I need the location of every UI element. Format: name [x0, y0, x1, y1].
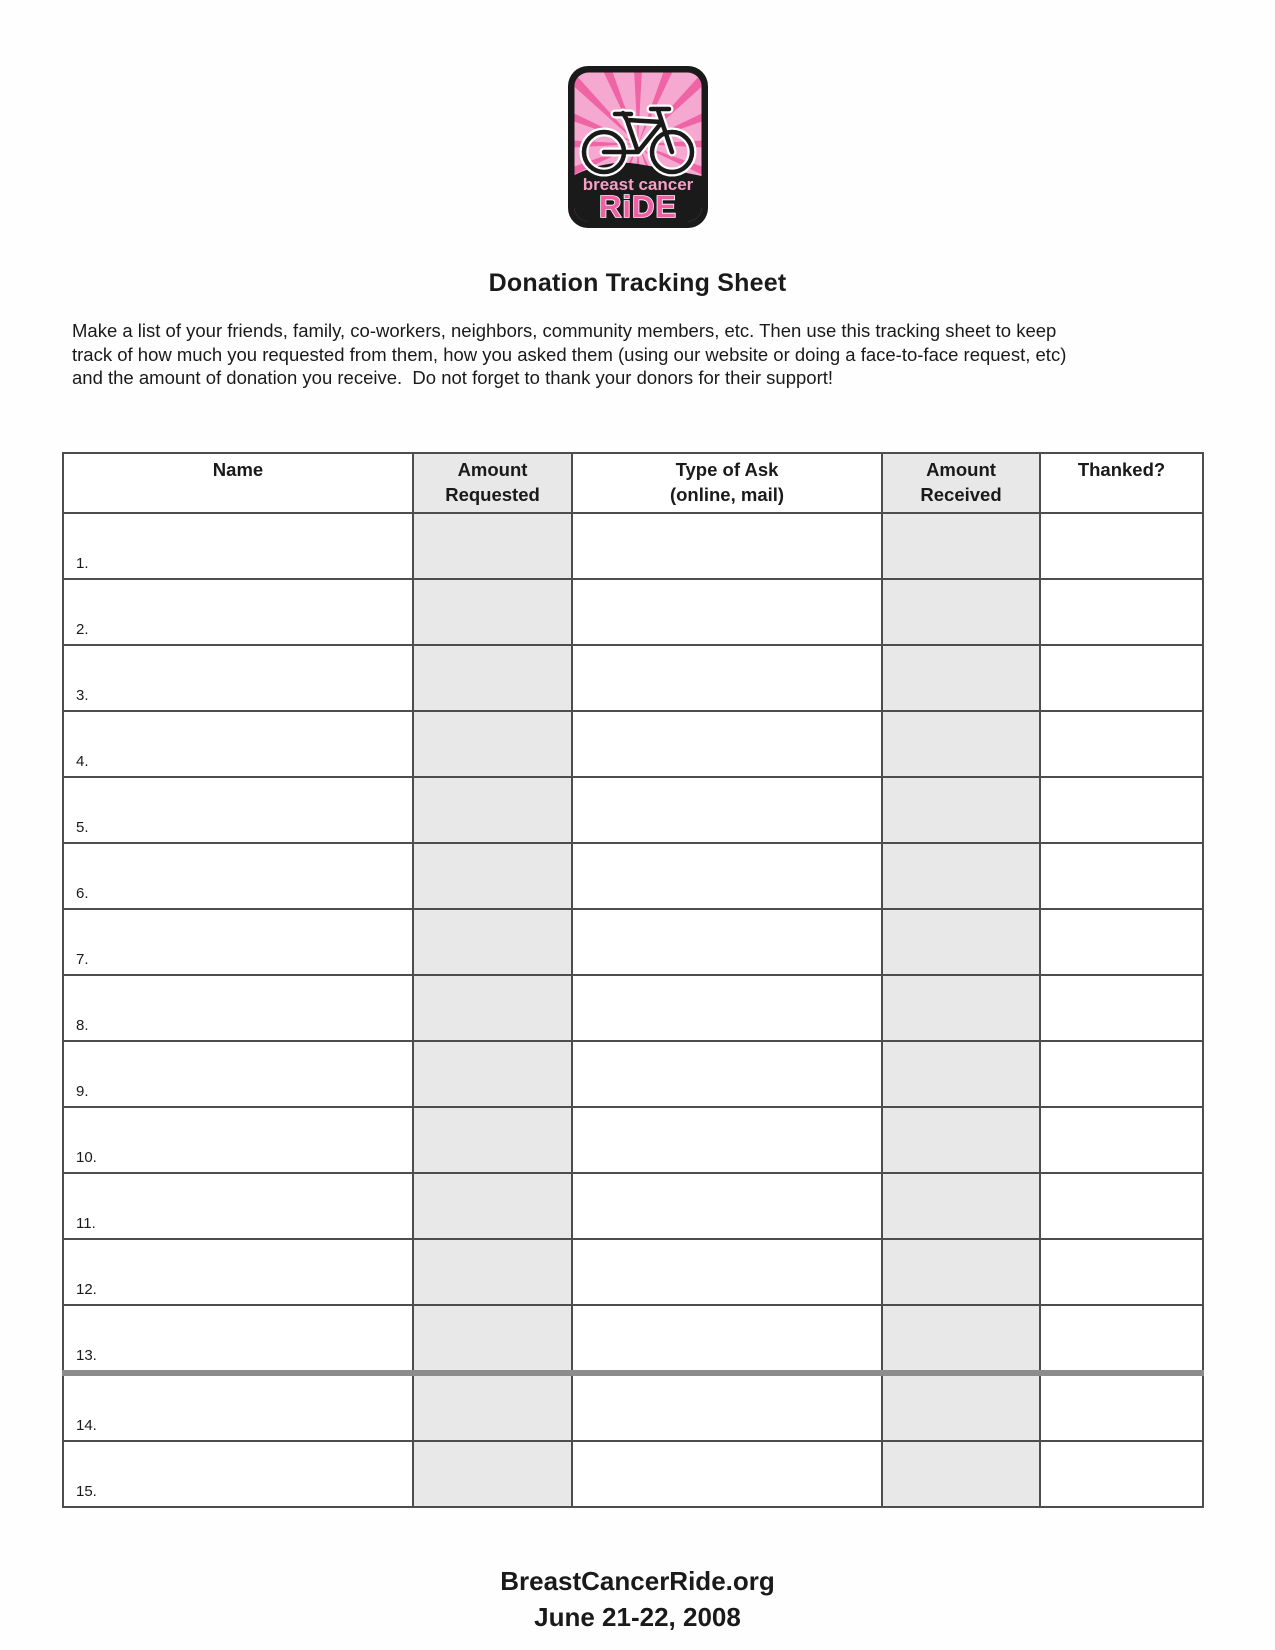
table-row — [63, 1373, 1203, 1441]
type-of-ask-cell — [572, 513, 882, 579]
donation-tracking-table — [62, 452, 1204, 1508]
row-number-cell: 12. — [63, 1239, 413, 1305]
row-number-cell: 15. — [63, 1441, 413, 1507]
thanked-cell — [1040, 777, 1203, 843]
amount-received-cell — [882, 579, 1040, 645]
amount-received-cell — [882, 975, 1040, 1041]
table-row — [63, 975, 1203, 1041]
type-of-ask-cell — [572, 843, 882, 909]
table-row — [63, 909, 1203, 975]
header-line: (online, mail) — [669, 483, 785, 505]
amount-requested-cell — [413, 513, 572, 579]
intro-line: and the amount of donation you receive. Do not forget to thank your donors for their support! — [72, 367, 834, 389]
table-row — [63, 1107, 1203, 1173]
table-row — [63, 513, 1203, 579]
breast-cancer-ride-logo — [568, 66, 708, 228]
header-thanked-label: Thanked? — [1077, 458, 1166, 480]
footer-website: BreastCancerRide.org — [500, 1565, 775, 1596]
header-line: Requested — [445, 483, 540, 505]
row-number-cell: 6. — [63, 843, 413, 909]
table-row — [63, 1305, 1203, 1373]
thanked-cell — [1040, 711, 1203, 777]
amount-received-cell — [882, 645, 1040, 711]
page-footer — [0, 1563, 1275, 1635]
table-header — [63, 453, 1203, 513]
thanked-cell — [1040, 1373, 1203, 1441]
table-row — [63, 711, 1203, 777]
amount-received-cell — [882, 1239, 1040, 1305]
amount-requested-cell — [413, 1239, 572, 1305]
row-number-cell: 5. — [63, 777, 413, 843]
row-number-cell: 10. — [63, 1107, 413, 1173]
header-line: Amount — [457, 458, 528, 480]
amount-requested-cell — [413, 843, 572, 909]
thanked-cell — [1040, 975, 1203, 1041]
amount-requested-cell — [413, 909, 572, 975]
type-of-ask-cell — [572, 1373, 882, 1441]
table-row — [63, 1239, 1203, 1305]
footer-date: June 21-22, 2008 — [534, 1601, 741, 1632]
header-amount-received — [882, 453, 1040, 513]
row-number-cell: 14. — [63, 1373, 413, 1441]
type-of-ask-cell — [572, 1441, 882, 1507]
amount-received-cell — [882, 909, 1040, 975]
row-number-cell: 2. — [63, 579, 413, 645]
table-row — [63, 579, 1203, 645]
table-row — [63, 1041, 1203, 1107]
row-number-cell: 11. — [63, 1173, 413, 1239]
amount-requested-cell — [413, 1107, 572, 1173]
logo-container — [0, 0, 1275, 233]
table-row — [63, 843, 1203, 909]
intro-paragraph — [72, 319, 1275, 390]
amount-requested-cell — [413, 975, 572, 1041]
type-of-ask-cell — [572, 909, 882, 975]
row-number-cell: 4. — [63, 711, 413, 777]
amount-received-cell — [882, 711, 1040, 777]
thanked-cell — [1040, 1041, 1203, 1107]
type-of-ask-cell — [572, 975, 882, 1041]
thanked-cell — [1040, 1173, 1203, 1239]
header-amount-requested — [413, 453, 572, 513]
page-title: Donation Tracking Sheet — [488, 269, 787, 297]
amount-received-cell — [882, 513, 1040, 579]
type-of-ask-cell — [572, 1041, 882, 1107]
amount-requested-cell — [413, 579, 572, 645]
amount-received-cell — [882, 1041, 1040, 1107]
logo-text-line1: breast cancer — [582, 175, 693, 194]
amount-received-cell — [882, 1373, 1040, 1441]
type-of-ask-cell — [572, 1173, 882, 1239]
table-row — [63, 1173, 1203, 1239]
thanked-cell — [1040, 579, 1203, 645]
amount-requested-cell — [413, 1305, 572, 1373]
amount-requested-cell — [413, 711, 572, 777]
amount-requested-cell — [413, 1373, 572, 1441]
amount-received-cell — [882, 1107, 1040, 1173]
header-name-label: Name — [212, 458, 264, 480]
type-of-ask-cell — [572, 777, 882, 843]
thanked-cell — [1040, 1441, 1203, 1507]
table-row — [63, 1441, 1203, 1507]
table-row — [63, 777, 1203, 843]
type-of-ask-cell — [572, 1107, 882, 1173]
thanked-cell — [1040, 513, 1203, 579]
amount-received-cell — [882, 1173, 1040, 1239]
amount-received-cell — [882, 1305, 1040, 1373]
row-number-cell: 3. — [63, 645, 413, 711]
row-number-cell: 9. — [63, 1041, 413, 1107]
intro-line: track of how much you requested from them, how you asked them (using our website or doing a face-to-face request, etc) — [72, 343, 1067, 365]
thanked-cell — [1040, 1239, 1203, 1305]
table-body — [63, 513, 1203, 1507]
thanked-cell — [1040, 843, 1203, 909]
amount-received-cell — [882, 777, 1040, 843]
logo-text-line2: RiDE — [598, 189, 677, 224]
type-of-ask-cell — [572, 645, 882, 711]
amount-requested-cell — [413, 1173, 572, 1239]
thanked-cell — [1040, 1305, 1203, 1373]
type-of-ask-cell — [572, 579, 882, 645]
row-number-cell: 1. — [63, 513, 413, 579]
amount-received-cell — [882, 1441, 1040, 1507]
header-line: Type of Ask — [675, 458, 779, 480]
row-number-cell: 7. — [63, 909, 413, 975]
type-of-ask-cell — [572, 1305, 882, 1373]
amount-received-cell — [882, 843, 1040, 909]
type-of-ask-cell — [572, 711, 882, 777]
row-number-cell: 13. — [63, 1305, 413, 1373]
header-line: Received — [920, 483, 1002, 505]
thanked-cell — [1040, 645, 1203, 711]
amount-requested-cell — [413, 645, 572, 711]
header-name — [63, 453, 413, 513]
amount-requested-cell — [413, 1041, 572, 1107]
table-row — [63, 645, 1203, 711]
intro-line: Make a list of your friends, family, co-workers, neighbors, community members, etc. Then use this tracking sheet to keep — [72, 320, 1057, 341]
amount-requested-cell — [413, 777, 572, 843]
thanked-cell — [1040, 909, 1203, 975]
row-number-cell: 8. — [63, 975, 413, 1041]
thanked-cell — [1040, 1107, 1203, 1173]
amount-requested-cell — [413, 1441, 572, 1507]
header-line: Amount — [926, 458, 996, 480]
type-of-ask-cell — [572, 1239, 882, 1305]
header-type-of-ask — [572, 453, 882, 513]
header-thanked — [1040, 453, 1203, 513]
